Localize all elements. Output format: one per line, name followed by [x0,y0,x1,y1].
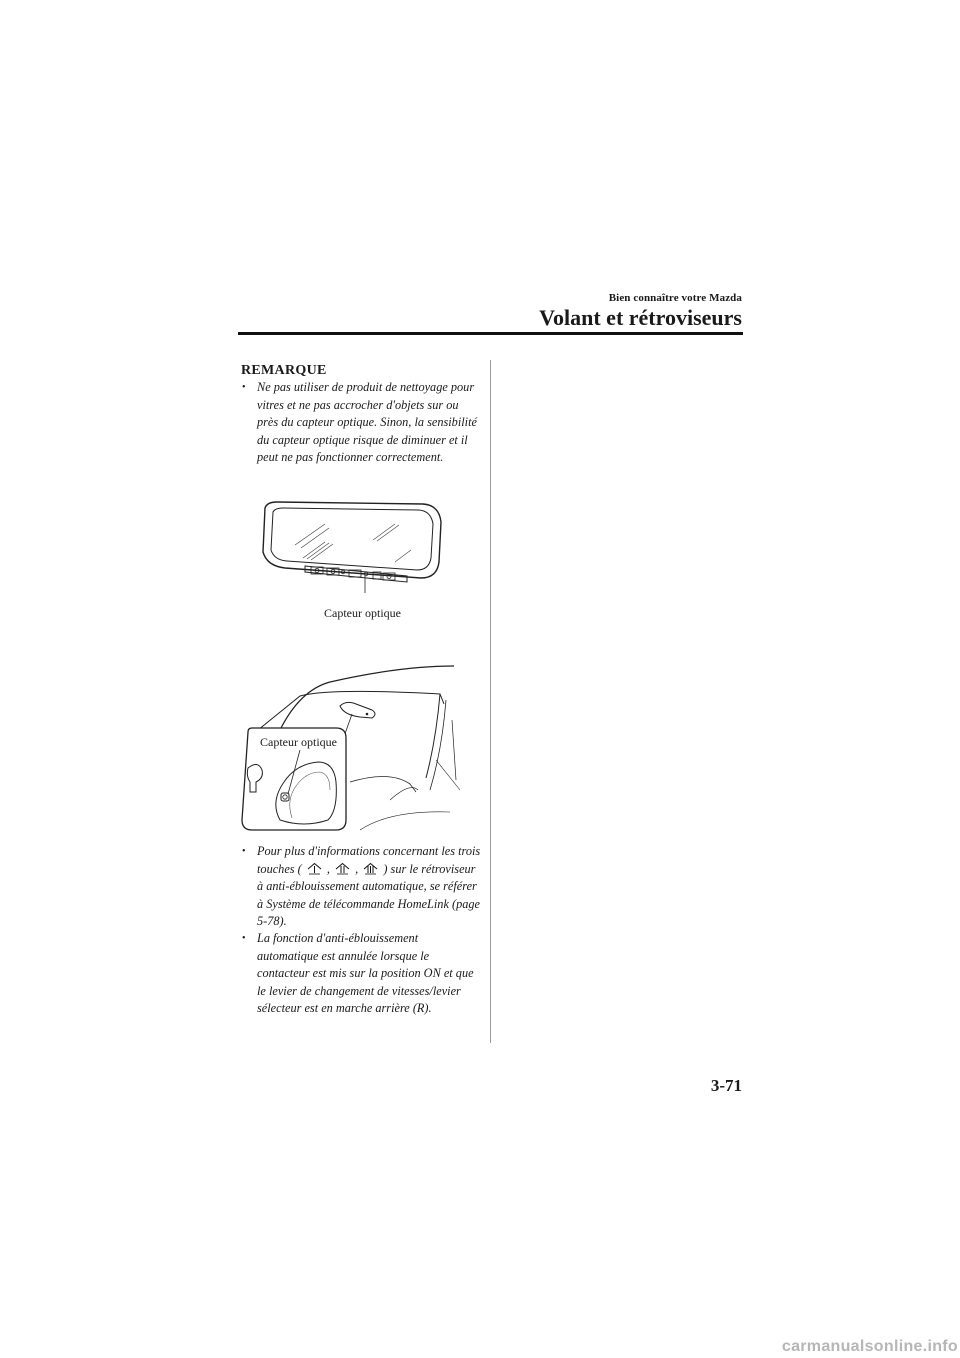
homelink-1-icon [306,862,323,875]
note-bullet-1-text: Ne pas utiliser de produit de nettoyage pour vitres et ne pas accrocher d'objets sur ou près du capteur optique. Sinon, la sensibilité du capteur optique risque de diminuer et il peut ne pas fonctionner correctement. [257,380,477,464]
bullet-2-text-after: ) sur le rétroviseur à anti-éblouissement automatique, se référer à Système de télécommande HomeLink (page 5-78). [257,861,480,928]
page-number: 3-71 [710,1076,742,1095]
mirror-illustration [255,500,445,595]
column-divider [490,360,491,1043]
bullet-2-separator-1: , [326,861,330,876]
bullet-2-separator-2: , [355,861,359,876]
bullet-mark: • [242,846,246,857]
note-bullet-3-text: La fonction d'anti-éblouissement automatique est annulée lorsque le contacteur est mis sur la position ON et que le levier de changement de vitesses/levier sélecteur est en marche arrière (R). [257,931,474,1015]
header-rule [238,332,743,335]
chapter-title: Bien connaître votre Mazda [608,292,742,304]
bullet-2-text-before: Pour plus d'informations concernant les trois touches ( [257,844,481,876]
bullet-mark: • [242,382,246,393]
note-bullet-2-text [241,843,481,931]
note-title: REMARQUE [241,363,327,378]
note-bullet-3 [241,930,481,1018]
windshield-sensor-label: Capteur optique [260,735,337,749]
bullet-mark: • [242,933,246,944]
homelink-2-icon [334,862,351,875]
note-bullet-2 [241,843,481,931]
section-title: Volant et rétroviseurs [539,305,742,330]
watermark: carmanualsonline.info [781,1338,958,1355]
mirror-sensor-label: Capteur optique [324,606,401,620]
note-bullet-1 [241,379,481,467]
homelink-3-icon [362,862,379,875]
